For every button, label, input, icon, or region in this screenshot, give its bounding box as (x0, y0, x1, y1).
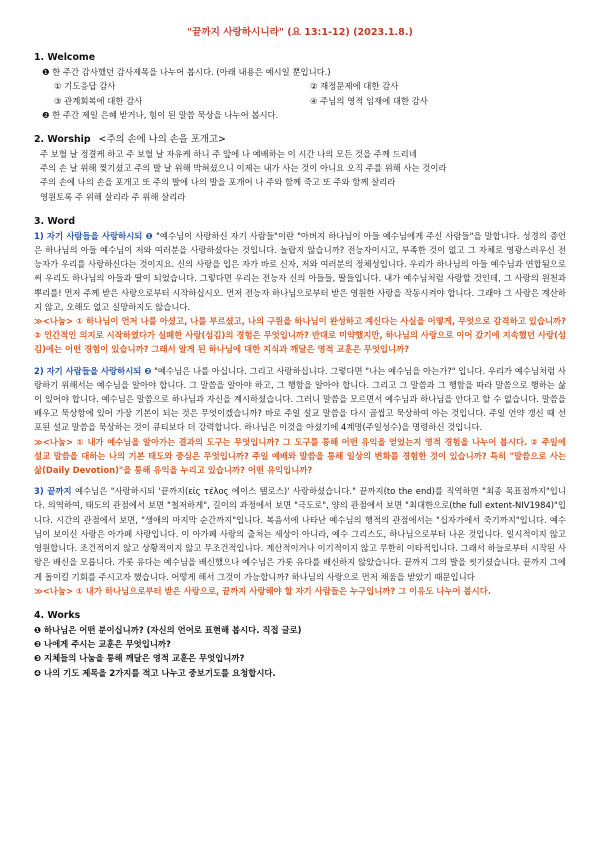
title-reference: (요 13:1-12) (2023.1.8.) (283, 27, 413, 38)
point-2-heading: 2) 자기 사람들을 사랑하시되 ❷ (34, 365, 152, 376)
welcome-option: ① 기도응답 감사 (54, 81, 116, 92)
point-3-body: 예수님은 "사랑하시되 '끝까지(εἰς τέλος 에이스 텔로스)' 사랑하셨습니다." 끝까지(to the end)를 직역하면 "최종 목표점까지"입니다. 의역하여, 태도의 관점에서 보면 "철저하게", 길이의 과정에서 보면 "극도로", 양의 관점에서 보면 "최대한으로(the full extent-NIV1984)"입니다. 시간의 관점에서 보면, "생애의 마지막 순간까지"입니다. 복음서에 나타난 예수님의 행적의 관점에서는 "십자가에서 죽기까지"입니다. 예수님이 보이신 사랑은 아가페 사랑입니다. 이 아가페 사랑의 출처는 세상이 아니라, 예수 그리스도, 하나님으로부터 나온 것입니다. 일시적이지 않고 영원합니다. 조건적이지 않고 상황적이지 않고 무조건적입니다. 계산적이거나 이기적이지 않고 무한히 이타적입니다. 그래서 하늘로부터 시작된 사랑은 배신을 모릅니다. 가롯 유다는 예수님을 배신했으나 예수님은 가롯 유다를 배신하지 않았습니다. 끝까지 그의 발을 씻기셨습니다. 끝까지 그에게 돌이킬 기회를 주시고자 했습니다. 어떻게 해서 그것이 가능합니까? 하나님의 사랑으로 먼저 채움을 받았기 때문입니다 (34, 486, 566, 582)
word-point-3 (34, 484, 566, 583)
title-main: "끝까지 사랑하시니라" (187, 27, 284, 38)
page-title (34, 26, 566, 40)
word-point-1 (34, 229, 566, 314)
point-1-discussion: ≫<나눔> ① 하나님이 먼저 나를 아셨고, 나를 부르셨고, 나의 구원을 하나님이 완성하고 계신다는 사실을 어떻게, 무엇으로 감격하고 있습니까? ② 인간적인 의지로 시작하였다가 실패한 사랑(섬김)의 경험은 무엇입니까? 반대로 미약했지만, 하나님의 사랑으로 이어 갔기에 지속했던 사랑(섬김)에는 어떤 경험이 있습니까? 그래서 알게 된 하나님에 대한 지식과 깨달은 영적 교훈은 무엇입니까? (34, 316, 566, 355)
worship-section (34, 132, 566, 204)
welcome-heading: 1. Welcome (34, 52, 96, 64)
lyric-line: 영원토록 주 위해 살리라 주 위해 살리라 (40, 191, 186, 202)
works-section (34, 608, 566, 680)
point-3-heading: 3) 끝까지 (34, 486, 72, 497)
welcome-item-2: ❷ 한 주간 제일 은혜 받거나, 힘이 된 말씀 묵상을 나누어 봅시다. (42, 109, 279, 120)
welcome-option: ④ 주님의 영적 임재에 대한 감사 (310, 95, 428, 106)
point-2-discussion: ≫<나눔> ① 내가 예수님을 알아가는 결과의 도구는 무엇입니까? 그 도구를 통해 어떤 유익을 얻었는지 영적 경험을 나누어 봅시다. ② 주일에 설교 말씀을 대하는 나의 기본 태도와 중심은 무엇입니까? 주일 예배와 말씀을 통해 일상의 변화를 경험한 것이 있습니까? 특히 "말씀으로 사는 삶(Daily Devotion)"을 통해 유익을 누리고 있습니까? 어떤 유익입니까? (34, 436, 566, 476)
works-item: ❶ 하나님은 어떤 분이십니까? (자신의 언어로 표현해 봅시다. 직접 글로) (34, 624, 302, 635)
welcome-option: ③ 관계회복에 대한 감사 (54, 95, 143, 106)
point-2-body: "예수님은 나를 아십니다. 그리고 사랑하십니다. 그렇다면 "나는 예수님을 아는가?" 입니다. 우리가 예수님처럼 사랑하기 위해서는 예수님을 알아야 합니다. 그 말씀을 알아야 하고, 그 행함을 알아야 합니다. 그리고 그 말씀과 그 행함을 따라 말씀으로 행하는 삶이 있어야 합니다. 예수님은 말씀으로 하나님과 자신을 계시하셨습니다. 그러니 말씀을 모르면서 예수님과 하나님을 안다고 할 수 없습니다. 말씀을 배우고 묵상함에 있어 가장 기본이 되는 것은 무엇이겠습니까? 바로 주일 설교 말씀을 다시 곱씹고 묵상하여 아는 것입니다. 주일 언약 갱신 때 선포된 설교 말씀을 묵상하는 것이 큐티보다 더 강력합니다. 하나님은 이것을 아셨기에 4계명(주일성수)을 명령하신 것입니다. (34, 365, 566, 433)
word-point-2 (34, 364, 566, 435)
word-section (34, 214, 566, 598)
welcome-section (34, 50, 566, 122)
works-item: ❹ 나의 기도 제목을 2가지를 적고 나누고 중보기도를 요청합시다. (34, 667, 276, 678)
worship-heading (34, 132, 566, 147)
works-item: ❸ 지체들의 나눔을 통해 깨달은 영적 교훈은 무엇입니까? (34, 653, 245, 664)
welcome-options (34, 79, 566, 107)
worship-song-title: <주의 손에 나의 손을 포개고> (98, 134, 226, 146)
word-heading: 3. Word (34, 215, 76, 227)
point-1-heading: 1) 자기 사람들을 사랑하시되 ❶ (34, 230, 154, 241)
point-3-discussion: ≫<나눔> ① 내가 하나님으로부터 받은 사랑으로, 끝까지 사랑해야 할 자기 사람들은 누구입니까? 그 이유도 나누어 봅시다. (34, 585, 491, 596)
lyric-line: 주의 손 날 위해 찢기셨고 주의 발 날 위해 박혀셨으니 이제는 내가 사는 것이 아니요 오직 주를 위해 사는 것이라 (40, 163, 447, 174)
lyric-line: 주 보혈 날 정결케 하고 주 보혈 날 자유케 하니 주 앞에 나 예배하는 이 시간 나의 모든 것을 주께 드리네 (40, 149, 417, 160)
point-1-body: "예수님이 사랑하신 자기 사람들"이란 "아버지 하나님이 아들 예수님에게 주신 사람들"을 말합니다. 성경의 증언은 하나님의 아들 예수님이 저와 여러분을 사랑하셨다는 것입니다. 놀랍지 않습니까? 전능자이시고, 부족한 것이 없고 그 자체로 영광스러우신 전능자가 우리를 사랑하신다는 것이지요. 신의 사랑을 입은 자가 바로 신자, 저와 여러분의 정체성입니다. 우리가 하나님의 아들 예수님과 연합됨으로써 우리도 하나님의 아들과 딸이 되었습니다. 그렇다면 우리는 전능자 신의 아들들, 딸들입니다. 내가 예수님처럼 사랑할 것인데, 그 사랑의 원천과 뿌리를! 먼저 주께 받은 사랑으로부터 시작하십시오. 먼저 전능자 하나님으로부터 받은 영원한 사랑을 작동시켜야 합니다. 그래야 그 사랑은 계산하지 않고, 오해도 없고 실망하지도 않습니다. (34, 230, 566, 312)
works-heading: 4. Works (34, 609, 81, 621)
lyric-line: 주의 손에 나의 손을 포개고 또 주의 발에 나의 발을 포개어 나 주와 함께 죽고 또 주와 함께 살리라 (40, 177, 396, 188)
works-item: ❷ 나에게 주시는 교훈은 무엇입니까? (34, 639, 171, 650)
welcome-item-1: ❶ 한 주간 감사했던 감사제목을 나누어 봅시다. (아래 내용은 예시일 뿐입니다.) (42, 67, 331, 78)
welcome-option: ② 재정문제에 대한 감사 (310, 81, 399, 92)
worship-heading-text: 2. Worship (34, 134, 91, 146)
